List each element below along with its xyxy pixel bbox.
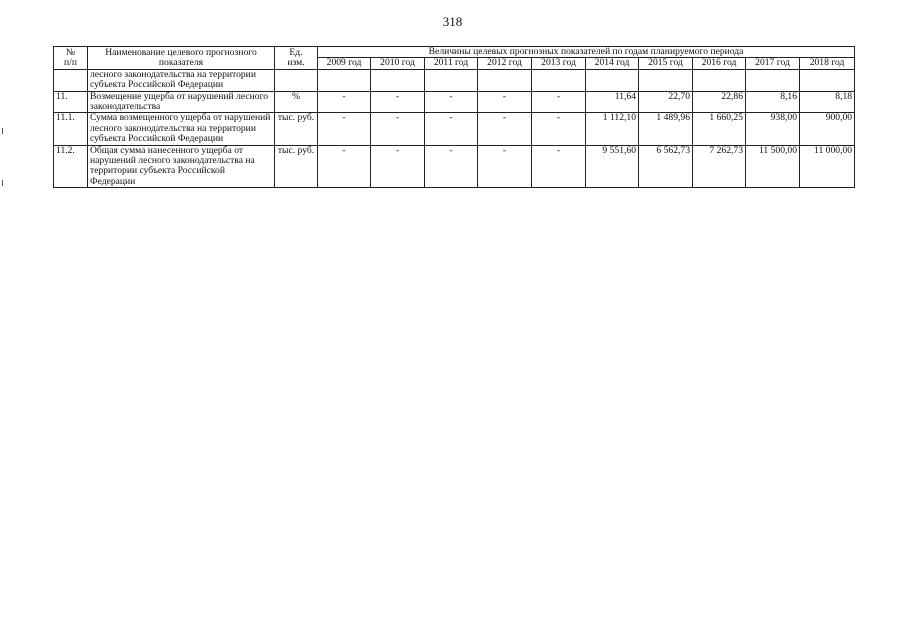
- row-value: 6 562,73: [639, 145, 693, 188]
- header-unit-bottom: изм.: [287, 56, 305, 68]
- header-years-group: Величины целевых прогнозных показателей по годам планируемого периода: [318, 47, 855, 58]
- row-value: 900,00: [800, 113, 855, 145]
- row-value: [586, 69, 639, 91]
- row-value: 8,16: [746, 91, 800, 113]
- header-num-bottom: п/п: [64, 56, 77, 68]
- header-year: 2009 год: [318, 58, 371, 69]
- row-number: 11.2.: [54, 145, 88, 188]
- table-row: [54, 69, 855, 91]
- header-year: 2013 год: [532, 58, 586, 69]
- row-name: Возмещение ущерба от нарушений лесного законодательства: [88, 91, 275, 113]
- header-unit-top: Ед.: [289, 46, 303, 58]
- row-value: -: [371, 145, 425, 188]
- table-row: [54, 91, 855, 113]
- header-year: 2016 год: [693, 58, 746, 69]
- row-value: [532, 69, 586, 91]
- row-value: -: [478, 113, 532, 145]
- row-value: -: [425, 145, 478, 188]
- row-value: [425, 69, 478, 91]
- row-value: 938,00: [746, 113, 800, 145]
- header-year: 2010 год: [371, 58, 425, 69]
- row-value: -: [318, 113, 371, 145]
- row-value: -: [532, 91, 586, 113]
- table-row: [54, 145, 855, 188]
- row-value: [639, 69, 693, 91]
- row-value: 11 000,00: [800, 145, 855, 188]
- row-value: [371, 69, 425, 91]
- header-year: 2015 год: [639, 58, 693, 69]
- row-number: 11.1.: [54, 113, 88, 145]
- header-name: Наименование целевого прогнозного показателя: [88, 47, 275, 70]
- header-year: 2011 год: [425, 58, 478, 69]
- table-row: [54, 113, 855, 145]
- forecast-indicators-table: [53, 46, 855, 188]
- scan-artifact-mark: [2, 180, 3, 186]
- row-number: 11.: [54, 91, 88, 113]
- row-value: [478, 69, 532, 91]
- row-value: [746, 69, 800, 91]
- row-value: -: [532, 145, 586, 188]
- header-unit: [275, 47, 318, 70]
- row-value: -: [478, 91, 532, 113]
- row-value: 11 500,00: [746, 145, 800, 188]
- row-unit: [275, 69, 318, 91]
- row-value: 8,18: [800, 91, 855, 113]
- row-value: -: [318, 91, 371, 113]
- header-num-top: №: [65, 46, 76, 58]
- header-row-top: [54, 47, 855, 58]
- row-unit: тыс. руб.: [275, 113, 318, 145]
- header-num: [54, 47, 88, 70]
- header-year: 2012 год: [478, 58, 532, 69]
- row-value: -: [478, 145, 532, 188]
- row-value: -: [371, 113, 425, 145]
- row-value: 1 489,96: [639, 113, 693, 145]
- row-value: 9 551,60: [586, 145, 639, 188]
- row-value: [318, 69, 371, 91]
- row-unit: тыс. руб.: [275, 145, 318, 188]
- row-value: -: [532, 113, 586, 145]
- row-value: [693, 69, 746, 91]
- row-value: -: [371, 91, 425, 113]
- row-number: [54, 69, 88, 91]
- row-value: -: [425, 91, 478, 113]
- row-value: 1 660,25: [693, 113, 746, 145]
- header-year: 2014 год: [586, 58, 639, 69]
- page-number: 318: [442, 14, 463, 29]
- header-year: 2018 год: [800, 58, 855, 69]
- scan-artifact-mark: [2, 128, 3, 134]
- row-value: 11,64: [586, 91, 639, 113]
- row-value: -: [318, 145, 371, 188]
- row-value: -: [425, 113, 478, 145]
- row-value: 22,86: [693, 91, 746, 113]
- row-value: 1 112,10: [586, 113, 639, 145]
- row-value: 22,70: [639, 91, 693, 113]
- header-year: 2017 год: [746, 58, 800, 69]
- row-unit: %: [275, 91, 318, 113]
- row-value: 7 262,73: [693, 145, 746, 188]
- row-name: лесного законодательства на территории субъекта Российской Федерации: [88, 69, 275, 91]
- row-value: [800, 69, 855, 91]
- row-name: Общая сумма нанесенного ущерба от нарушений лесного законодательства на территории субъекта Российской Федерации: [88, 145, 275, 188]
- row-name: Сумма возмещенного ущерба от нарушений лесного законодательства на территории субъекта Российской Федерации: [88, 113, 275, 145]
